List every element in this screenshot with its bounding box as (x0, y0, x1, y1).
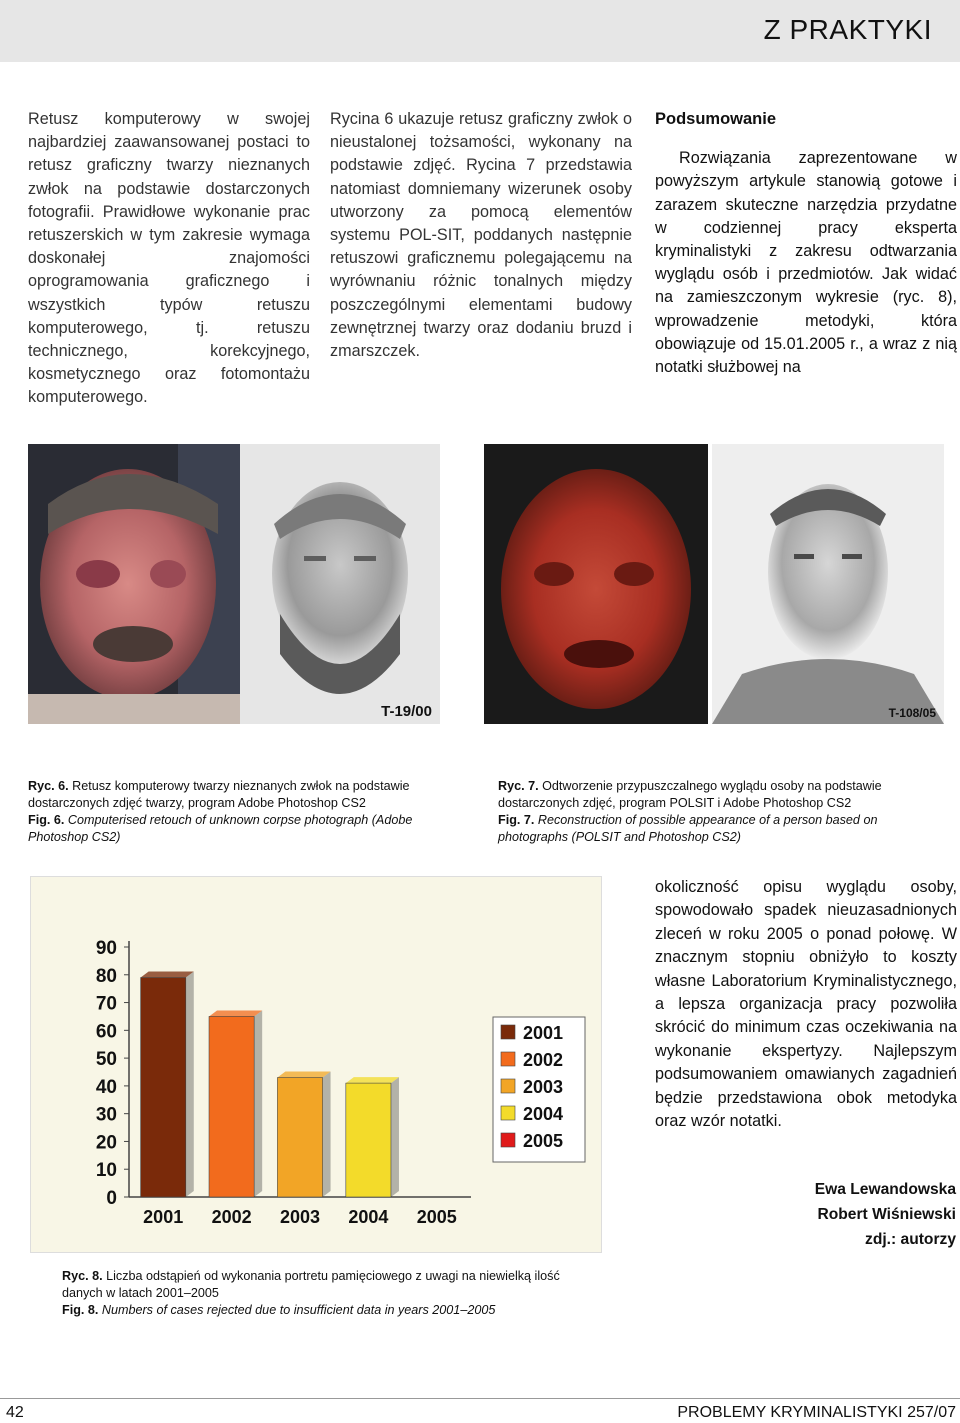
author-name: Ewa Lewandowska (814, 1181, 956, 1198)
y-tick-label: 40 (95, 1076, 117, 1098)
legend-swatch (501, 1052, 515, 1066)
legend-label: 2005 (523, 1131, 564, 1151)
bar (277, 1078, 322, 1197)
bar-side (254, 1010, 262, 1197)
legend-label: 2001 (523, 1023, 564, 1043)
legend-swatch (501, 1133, 515, 1147)
y-tick-label: 60 (95, 1021, 117, 1043)
y-tick-label: 0 (106, 1188, 117, 1209)
caption-label: Ryc. 8. (62, 1269, 103, 1283)
legend-swatch (501, 1025, 515, 1039)
authors-block (815, 1177, 956, 1252)
x-tick-label: 2003 (279, 1207, 321, 1227)
photo-tag: T-19/00 (381, 703, 432, 720)
caption-text-en: Numbers of cases rejected due to insufficient data in years 2001–2005 (101, 1303, 496, 1317)
photo-credit: zdj.: autorzy (865, 1231, 956, 1248)
legend-swatch (501, 1079, 515, 1093)
text-column-4 (655, 876, 957, 1133)
caption-text: Retusz komputerowy twarzy nieznanych zwłok na podstawie dostarczonych zdjęć twarzy, program Adobe Photoshop CS2 (28, 779, 410, 810)
bar-side (186, 972, 194, 1197)
legend-label: 2004 (523, 1104, 564, 1124)
caption-text: Odtworzenie przypuszczalnego wyglądu osoby na podstawie dostarczonych zdjęć, program POLSIT i Adobe Photoshop CS2 (498, 779, 882, 810)
bar-top (209, 1010, 262, 1016)
caption-text-en: Reconstruction of possible appearance of a person based on photographs (POLSIT and Photoshop CS2) (498, 813, 878, 844)
x-tick-label: 2005 (416, 1207, 457, 1227)
section-heading: Podsumowanie (655, 110, 777, 128)
caption-text-en: Computerised retouch of unknown corpse photograph (Adobe Photoshop CS2) (28, 813, 413, 844)
caption-label: Fig. 7. (498, 813, 535, 827)
y-tick-label: 90 (95, 938, 117, 959)
paragraph: Rycina 6 ukazuje retusz graficzny zwłok o nieustalonej tożsamości, wykonany na podstawie zdjęć. Rycina 7 przedstawia natomiast domniemany wizerunek osoby utworzony za pomocą elementów systemu POL-SIT, poddanych następnie retuszowi graficznemu polegającemu na wyrównaniu różnic tonalnych między poszczególnymi elementami budowy zewnętrznej twarzy oraz dodaniu bruzd i zmarszczek. (330, 110, 632, 361)
bar-top (141, 972, 194, 978)
y-tick-label: 30 (95, 1104, 117, 1126)
chart-svg (31, 877, 601, 1252)
paragraph: Rozwiązania zaprezentowane w powyższym artykule stanowią gotowe i zarazem skuteczne narzędzia przydatne w codziennej pracy eksperta kryminalistyki z zakresu odtwarzania wyglądu osób i przedmiotów. Jak widać na zamieszczonym wykresie (ryc. 8), wprowadzenie metodyki, która obowiązuje od 15.01.2005 r., a wraz z nią notatki służbowej na (655, 149, 957, 377)
figure-6-caption (28, 778, 458, 846)
caption-label: Fig. 6. (28, 813, 65, 827)
section-title: Z PRAKTYKI (763, 14, 932, 45)
text-column-3 (655, 108, 957, 379)
bar-chart (30, 876, 602, 1253)
figure-8-caption (62, 1268, 568, 1319)
x-tick-label: 2002 (211, 1207, 252, 1227)
page-header (0, 0, 960, 62)
y-tick-label: 20 (95, 1132, 117, 1154)
bar (209, 1016, 254, 1197)
legend-label: 2003 (523, 1077, 564, 1097)
paragraph: Retusz komputerowy w swojej najbardziej zaawansowanej postaci to retusz graficzny twarzy nieznanych zwłok na podstawie dostarczonych fotografii. Prawidłowe wykonanie prac retuszerskich w tym zakresie wymaga doskonałej znajomości oprogramowania graficznego i wszystkich typów retuszu komputerowego, tj. retuszu technicznego, korekcyjnego, kosmetycznego oraz fotomontażu komputerowego. (28, 110, 310, 407)
text-column-1 (28, 108, 310, 410)
caption-label: Ryc. 7. (498, 779, 539, 793)
reconstructed-portrait (712, 444, 944, 724)
author-name: Robert Wiśniewski (817, 1206, 956, 1223)
bar (346, 1083, 391, 1197)
journal-title: PROBLEMY KRYMINALISTYKI 257/07 (677, 1404, 956, 1421)
bar-top (346, 1077, 399, 1083)
legend-label: 2002 (523, 1050, 564, 1070)
corpse-photo-damaged (484, 444, 708, 724)
y-tick-label: 10 (95, 1160, 117, 1182)
y-tick-label: 50 (95, 1049, 117, 1071)
x-tick-label: 2001 (143, 1207, 184, 1227)
caption-label: Ryc. 6. (28, 779, 69, 793)
caption-text: Liczba odstąpień od wykonania portretu pamięciowego z uwagi na niewielką ilość danych w latach 2001–2005 (62, 1269, 560, 1300)
bar (141, 978, 186, 1197)
legend-swatch (501, 1106, 515, 1120)
text-column-2 (330, 108, 632, 363)
footer-divider (0, 1398, 960, 1399)
photo-tag: T-108/05 (888, 706, 936, 720)
bar-top (277, 1072, 330, 1078)
paragraph: okoliczność opisu wyglądu osoby, spowodowało spadek nieuzasadnionych zleceń w roku 2005 o ponad połowę. W znacznym stopniu obniżyło to koszty własne Laboratorium Kryminalistycznego, a lepsza organizacja pracy pozwoliła skrócić do minimum czas oczekiwania na wykonanie ekspertyzy. Najlepszym podsumowaniem omawianych zagadnień będzie przedstawiona obok metodyka oraz wzór notatki. (655, 878, 957, 1131)
figure-7-caption (498, 778, 948, 846)
y-tick-label: 70 (95, 993, 117, 1015)
retouched-portrait (240, 444, 440, 724)
page-number: 42 (6, 1404, 24, 1421)
bar-side (323, 1072, 331, 1197)
caption-label: Fig. 8. (62, 1303, 99, 1317)
corpse-photo-original (28, 444, 240, 724)
x-tick-label: 2004 (348, 1207, 389, 1227)
y-tick-label: 80 (95, 965, 117, 987)
bar-side (391, 1077, 399, 1197)
